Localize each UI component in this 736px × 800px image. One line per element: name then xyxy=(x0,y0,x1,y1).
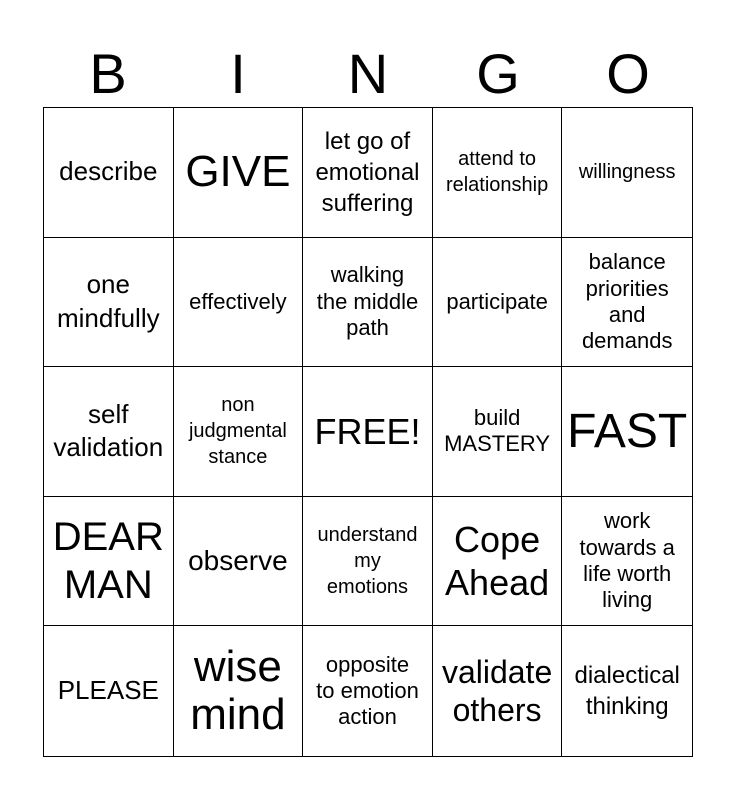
bingo-cell[interactable] xyxy=(303,108,433,238)
cell-text: build MASTERY xyxy=(444,405,551,457)
cell-text: let go of emotional suffering xyxy=(315,127,420,217)
cell-text: walking the middle path xyxy=(316,262,419,341)
bingo-cell[interactable] xyxy=(44,238,174,368)
cell-text: participate xyxy=(446,288,548,314)
bingo-cell[interactable] xyxy=(174,367,304,497)
cell-text: understand my emotions xyxy=(317,524,418,599)
bingo-cell[interactable] xyxy=(562,367,692,497)
cell-text: opposite to emotion action xyxy=(316,651,419,730)
bingo-cell[interactable] xyxy=(303,626,433,756)
header-letter-i: I xyxy=(230,42,246,105)
cell-text: wise mind xyxy=(190,641,286,740)
header-letter-b: B xyxy=(89,42,127,105)
header-letter-g: G xyxy=(476,42,520,105)
cell-text: effectively xyxy=(189,288,287,314)
bingo-cell[interactable] xyxy=(562,238,692,368)
bingo-cell[interactable] xyxy=(174,497,304,627)
header-letter-n: N xyxy=(347,42,389,105)
bingo-cell[interactable] xyxy=(44,497,174,627)
cell-text: non judgmental stance xyxy=(188,394,287,469)
cell-text: attend to relationship xyxy=(445,148,549,197)
cell-text: self validation xyxy=(53,398,164,463)
bingo-cell[interactable] xyxy=(433,238,563,368)
cell-text: FAST xyxy=(567,404,688,458)
bingo-cell[interactable] xyxy=(433,367,563,497)
bingo-cell[interactable] xyxy=(174,238,304,368)
bingo-cell[interactable] xyxy=(562,497,692,627)
cell-text: observe xyxy=(188,545,288,577)
bingo-cell[interactable] xyxy=(562,626,692,756)
bingo-cell[interactable] xyxy=(174,626,304,756)
header-letter-o: O xyxy=(606,42,650,105)
cell-text: describe xyxy=(59,156,158,187)
bingo-cell[interactable] xyxy=(562,108,692,238)
cell-text: balance priorities and demands xyxy=(581,249,673,354)
cell-text: DEAR MAN xyxy=(52,515,164,608)
cell-text: GIVE xyxy=(185,147,291,197)
bingo-cell[interactable] xyxy=(44,367,174,497)
cell-text: one mindfully xyxy=(57,269,160,333)
cell-text: dialectical thinking xyxy=(574,662,680,721)
bingo-cell[interactable] xyxy=(433,108,563,238)
cell-text: validate others xyxy=(441,653,553,729)
bingo-cell[interactable] xyxy=(174,108,304,238)
cell-text: work towards a life worth living xyxy=(579,508,675,613)
cell-text: FREE! xyxy=(314,410,421,452)
bingo-cell[interactable] xyxy=(433,497,563,627)
cell-text: PLEASE xyxy=(57,675,159,706)
bingo-header xyxy=(43,40,693,108)
cell-text: willingness xyxy=(578,161,676,184)
bingo-cell[interactable] xyxy=(44,108,174,238)
bingo-cell[interactable] xyxy=(303,238,433,368)
bingo-cell[interactable] xyxy=(303,497,433,627)
cell-text: Cope Ahead xyxy=(445,518,550,604)
free-space-cell[interactable] xyxy=(303,367,433,497)
bingo-cell[interactable] xyxy=(44,626,174,756)
bingo-board xyxy=(43,107,693,757)
bingo-cell[interactable] xyxy=(433,626,563,756)
